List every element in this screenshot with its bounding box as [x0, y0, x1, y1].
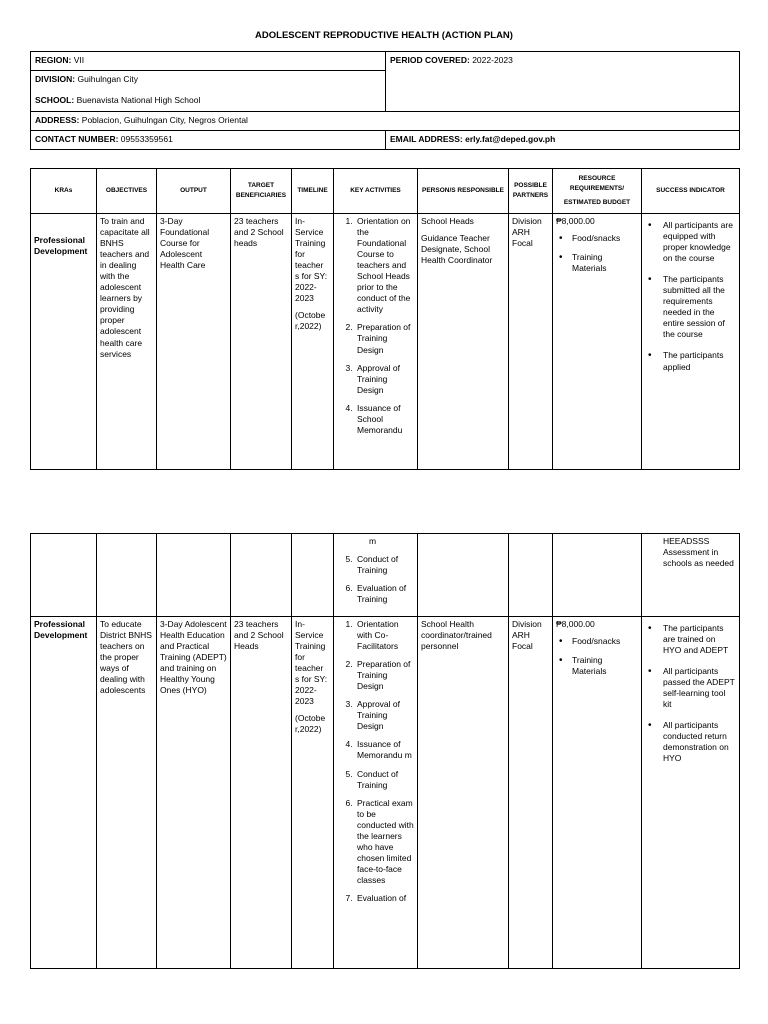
division-label: DIVISION: [35, 74, 76, 84]
kra-cell: Professional Development [31, 617, 97, 969]
header-key-activities: KEY ACTIVITIES [334, 169, 418, 214]
header-timeline: TIMELINE [292, 169, 334, 214]
persons-text: School Heads [421, 216, 474, 226]
list-item: • All participants are equipped with proper knowledge on the course [645, 220, 736, 264]
list-item: 7. Evaluation of [355, 893, 414, 904]
header-success-indicator: SUCCESS INDICATOR [642, 169, 740, 214]
partners-cell: Division ARH Focal [509, 617, 553, 969]
output-cell: 3-Day Adolescent Health Education and Practical Training (ADEPT) and training on Healthy Young Ones (HYO) [157, 617, 231, 969]
list-item: 4. Issuance of School Memorandu [355, 403, 414, 436]
header-possible-partners: POSSIBLE PARTNERS [509, 169, 553, 214]
target-cell: 23 teachers and 2 School Heads [231, 617, 292, 969]
list-item: • Food/snacks [556, 636, 638, 647]
list-item: • The participants are trained on HYO and ADEPT [645, 623, 736, 656]
list-item: • The participants applied [645, 350, 736, 372]
list-item: • The participants submitted all the requirements needed in the entire session of the course [645, 274, 736, 340]
list-item: 1. Orientation with Co-Facilitators [355, 619, 414, 652]
resource-header-bottom: ESTIMATED BUDGET [563, 198, 631, 206]
budget-amount: ₱8,000.00 [556, 619, 595, 629]
list-item: 5. Conduct of Training [355, 769, 414, 791]
activities-cell [334, 534, 418, 617]
timeline-date: (Octobe r,2022) [295, 713, 326, 735]
header-kras: KRAs [31, 169, 97, 214]
activities-cell [334, 617, 418, 969]
period-value: 2022-2023 [472, 55, 513, 65]
success-continuation: HEEADSSS Assessment in schools as needed [642, 534, 740, 617]
budget-cell [553, 617, 642, 969]
list-item: 2. Preparation of Training Design [355, 659, 414, 692]
kra-cell: Professional Development [31, 214, 97, 470]
table-row [31, 214, 740, 470]
table-row [31, 617, 740, 969]
header-output: OUTPUT [157, 169, 231, 214]
activities-cell [334, 214, 418, 470]
school-value: Buenavista National High School [76, 94, 201, 105]
contact-value: 09553359561 [120, 134, 173, 144]
list-item: • All participants passed the ADEPT self-learning tool kit [645, 666, 736, 710]
list-item: 6. Evaluation of Training [355, 583, 414, 605]
contact-label: CONTACT NUMBER: [35, 134, 119, 144]
partners-cell: Division ARH Focal [509, 214, 553, 470]
action-plan-table-page1 [30, 168, 740, 470]
list-item: • Training Materials [556, 655, 638, 677]
region-value: VII [73, 55, 85, 65]
header-persons-responsible: PERSON/S RESPONSIBLE [418, 169, 509, 214]
list-item: • Training Materials [556, 252, 638, 274]
list-item: • All participants conducted return demonstration on HYO [645, 720, 736, 764]
school-label: SCHOOL: [35, 94, 75, 105]
success-cell [642, 214, 740, 470]
school-cell [31, 92, 386, 112]
list-item: 3. Approval of Training Design [355, 363, 414, 396]
list-item: 4. Issuance of Memorandu m [355, 739, 414, 761]
budget-cell [553, 214, 642, 470]
persons-text: Guidance Teacher Designate, School Health Coordinator [421, 233, 493, 266]
timeline-cell [292, 617, 334, 969]
persons-cell: School Health coordinator/trained personnel [418, 617, 509, 969]
output-cell: 3-Day Foundational Course for Adolescent Health Care [157, 214, 231, 470]
header-resource-requirements [553, 169, 642, 214]
period-label: PERIOD COVERED: [390, 55, 470, 65]
region-cell [31, 52, 386, 71]
resource-header-top: RESOURCE REQUIREMENTS/ [569, 175, 625, 193]
address-label: ADDRESS: [35, 115, 80, 125]
timeline-text: In- Service Training for teacher s for SY: 2022- 2023 [295, 216, 328, 304]
page-title: ADOLESCENT REPRODUCTIVE HEALTH (ACTION PLAN) [255, 30, 513, 41]
list-item: • Food/snacks [556, 233, 638, 244]
address-value: Poblacion, Guihulngan City, Negros Oriental [81, 115, 248, 125]
objective-cell: To train and capacitate all BNHS teachers and in dealing with the adolescent learners by providing proper adolescent health care services [97, 214, 157, 470]
period-cell [386, 52, 740, 112]
division-value: Guihulngan City [77, 74, 139, 84]
table-row [31, 534, 740, 617]
email-cell [386, 131, 740, 150]
timeline-cell [292, 214, 334, 470]
objective-cell: To educate District BNHS teachers on the proper ways of dealing with adolescents [97, 617, 157, 969]
header-target-beneficiaries: TARGET BENEFICIARIES [231, 169, 292, 214]
list-item: 2. Preparation of Training Design [355, 322, 414, 355]
target-cell: 23 teachers and 2 School heads [231, 214, 292, 470]
action-plan-table-page2 [30, 533, 740, 969]
header-info-table [30, 51, 740, 150]
contact-cell [31, 131, 386, 150]
list-item: 6. Practical exam to be conducted with the learners who have chosen limited face-to-face classes [355, 798, 414, 886]
success-cell [642, 617, 740, 969]
list-item: 5. Conduct of Training [355, 554, 414, 576]
address-cell [31, 112, 740, 131]
division-cell [31, 71, 386, 92]
timeline-date: (Octobe r,2022) [295, 310, 326, 332]
timeline-text: In- Service Training for teacher s for SY: 2022- 2023 [295, 619, 328, 707]
email-value: erly.fat@deped.gov.ph [465, 134, 556, 144]
region-label: REGION: [35, 55, 72, 65]
budget-amount: ₱8,000.00 [556, 216, 595, 226]
email-label: EMAIL ADDRESS: [390, 134, 463, 144]
list-item: 1. Orientation on the Foundational Course to teachers and School Heads prior to the conduct of the activity [355, 216, 414, 315]
persons-cell [418, 214, 509, 470]
header-objectives: OBJECTIVES [97, 169, 157, 214]
list-item: 3. Approval of Training Design [355, 699, 414, 732]
activity-continuation: m [369, 536, 377, 546]
